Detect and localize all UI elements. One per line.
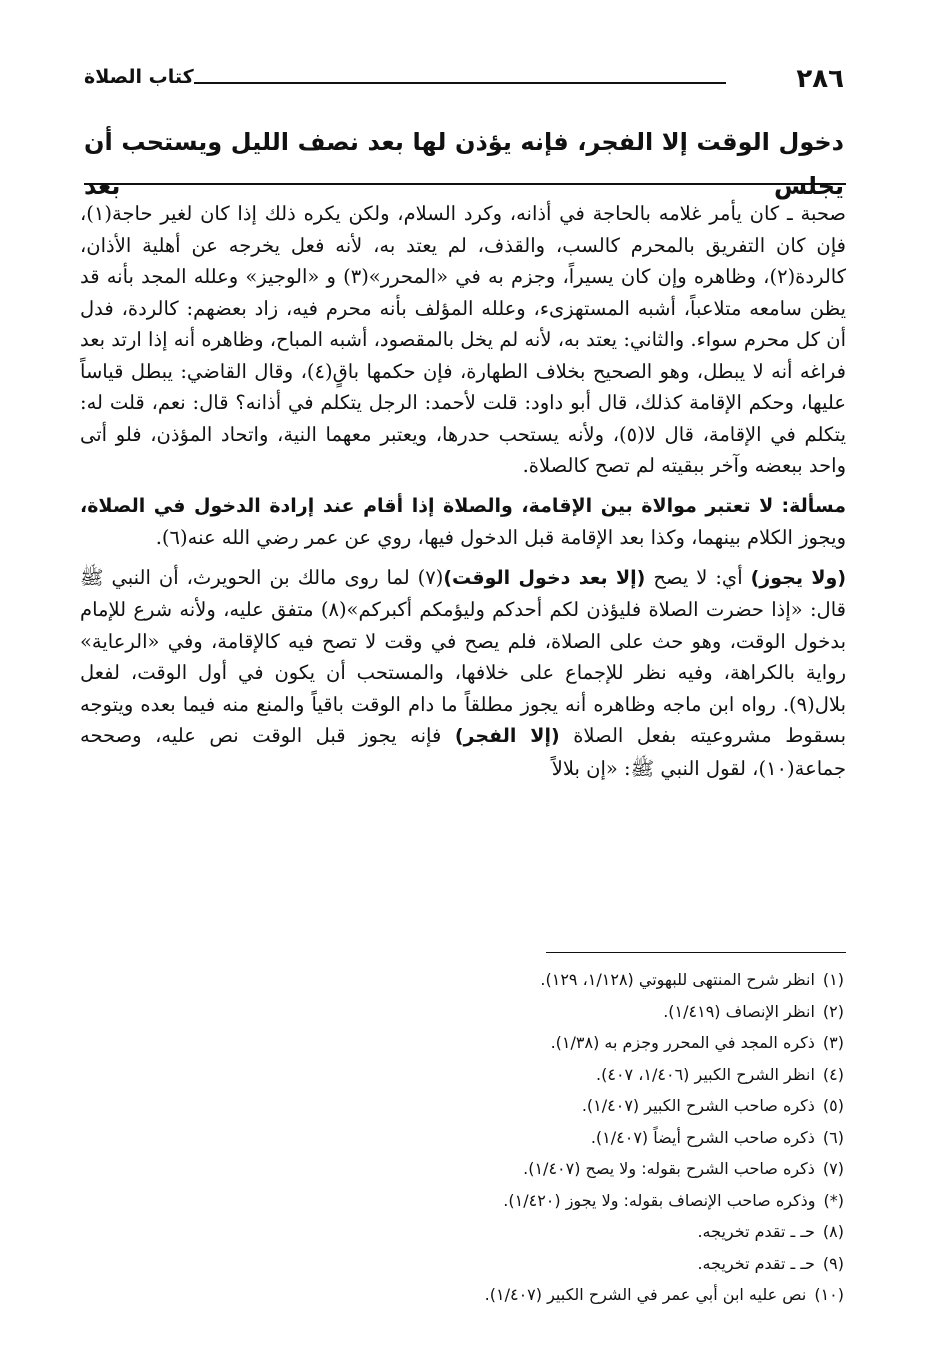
footnote-text: حـ ـ تقدم تخريجه. <box>697 1253 815 1273</box>
footnote <box>144 1090 844 1122</box>
footnote-number: (٣) <box>822 1033 844 1052</box>
footnote <box>144 1248 844 1280</box>
footnote-separator <box>546 952 846 953</box>
footnote-number: (٢) <box>822 1001 844 1021</box>
matn-text: دخول الوقت إلا الفجر، فإنه يؤذن لها بعد نصف الليل ويستحب أن يجلس بعد <box>84 128 844 200</box>
footnote-number: (٧) <box>822 1159 844 1178</box>
footnote-number: (٨) <box>822 1222 844 1241</box>
header-rule <box>194 82 726 84</box>
footnote-text: ذكره صاحب الشرح بقوله: ولا يصح (١/٤٠٧). <box>523 1159 815 1178</box>
issue-label: مسألة: <box>781 494 846 517</box>
page-header <box>84 64 844 98</box>
commentary <box>80 198 846 792</box>
commentary-text-2: (٧) لما روى مالك بن الحويرث، أن النبي ﷺ قال: «إذا حضرت الصلاة فليؤذن لكم أحدكم وليؤمكم أكبركم»(٨) متفق عليه، ولأنه شرع للإمام بدخول الوقت، وهو حث على الصلاة، فلم يصح في وقت لا تصح فيه كالإقامة، وفي «الرعاية» رواية بالكراهة، وفيه نظر للإجماع على خلافها، والمستحب أن يكون في أول الوقت، لفعل بلال(٩). رواه ابن ماجه وظاهره أنه يجوز مطلقاً ما دام الوقت باقياً والمنع منه فيما بعده ويتوجه بسقوط مشروعيته بفعل الصلاة <box>80 565 847 747</box>
issue-statement: لا تعتبر موالاة بين الإقامة، والصلاة إذا أقام عند إرادة الدخول في الصلاة، <box>80 494 774 517</box>
footnote-number: (*) <box>823 1190 844 1210</box>
footnote-text: ذكره صاحب الشرح أيضاً (١/٤٠٧). <box>590 1127 815 1147</box>
footnote-text: انظر شرح المنتهى للبهوتي (١/١٢٨، ١٢٩). <box>540 970 815 989</box>
footnote <box>144 1059 844 1091</box>
footnote-number: (١٠) <box>814 1285 844 1304</box>
issue-explanation: ويجوز الكلام بينهما، وكذا بعد الإقامة قبل الدخول فيها، روي عن عمر رضي الله عنه(٦). <box>155 526 846 549</box>
footnote <box>144 1279 844 1311</box>
footnote-text: ذكره صاحب الشرح الكبير (١/٤٠٧). <box>581 1096 815 1115</box>
footnote <box>144 964 844 996</box>
footnote-number: (١) <box>822 970 844 989</box>
chapter-title: كتاب الصلاة <box>84 66 194 88</box>
page-number: ٢٨٦ <box>796 64 844 94</box>
commentary-paragraph-1: صحبة ـ كان يأمر غلامه بالحاجة في أذانه، وكرد السلام، ولكن يكره ذلك إذا كان لغير حاجة(١)، فإن كان التفريق بالمحرم كالسب، والقذف، لم يعتد به، لأنه فعل يخرجه عن أهلية الأذان، كالردة(٢)، وظاهره وإن كان يسيراً، وجزم به في «المحرر»(٣) و «الوجيز» وعلله المجد بأنه قد يظن سامعه متلاعباً، أشبه المستهزىء، وعلله المؤلف بأنه محرم فيه، زاد بعضهم: كالردة، فدل أن كل محرم سواء. والثاني: يعتد به، لأنه لم يخل بالمقصود، أشبه المباح، وظاهره أنه إذا ارتد بعد فراغه أنه لا يبطل، وهو الصحيح بخلاف الطهارة، فإن حكمها باقٍ(٤)، وقال القاضي: يبطل قياساً عليها، وحكم الإقامة كذلك، قال أبو داود: قلت لأحمد: الرجل يتكلم في أذانه؟ قال: نعم، قلت له: يتكلم في الإقامة، قال لا(٥)، ولأنه يستحب حدرها، ويعتبر معهما النية، واتحاد المؤذن، فلو أتى واحد ببعضه وآخر ببقيته لم تصح كالصلاة. <box>80 202 846 477</box>
footnote-number: (٦) <box>822 1127 844 1147</box>
footnote-text: نص عليه ابن أبي عمر في الشرح الكبير (١/٤٠٧). <box>484 1285 807 1304</box>
footnote <box>144 996 844 1028</box>
matn-separator <box>84 183 846 185</box>
footnote <box>144 1153 844 1185</box>
footnote <box>144 1122 844 1154</box>
footnotes-list <box>144 964 844 1311</box>
commentary-text-1: أي: لا يصح <box>653 565 743 589</box>
matn-quote-2: (إلا بعد دخول الوقت) <box>443 566 646 589</box>
footnote-text: انظر الإنصاف (١/٤١٩). <box>663 1001 815 1021</box>
footnote-text: انظر الشرح الكبير (١/٤٠٦، ٤٠٧). <box>596 1064 815 1084</box>
footnote-text: وذكره صاحب الإنصاف بقوله: ولا يجوز (١/٤٢٠). <box>503 1190 816 1210</box>
commentary-paragraph-3 <box>80 562 846 785</box>
footnote-text: ذكره المجد في المحرر وجزم به (١/٣٨). <box>550 1033 815 1052</box>
footnote <box>144 1216 844 1248</box>
footnote-number: (٤) <box>822 1064 844 1084</box>
matn-quote-3: (إلا الفجر) <box>454 725 560 747</box>
commentary-paragraph-2 <box>80 490 846 554</box>
commentary-text-3: فإنه يجوز قبل الوقت نص عليه، وصححه جماعة(١٠)، لقول النبي ﷺ: «إن بلالاً <box>80 724 846 780</box>
matn-quote-1: (ولا يجوز) <box>750 566 847 589</box>
footnote <box>144 1027 844 1059</box>
footnote-number: (٩) <box>822 1253 844 1273</box>
footnote-text: حـ ـ تقدم تخريجه. <box>697 1222 815 1241</box>
footnote <box>144 1185 844 1217</box>
footnote-number: (٥) <box>822 1096 844 1115</box>
